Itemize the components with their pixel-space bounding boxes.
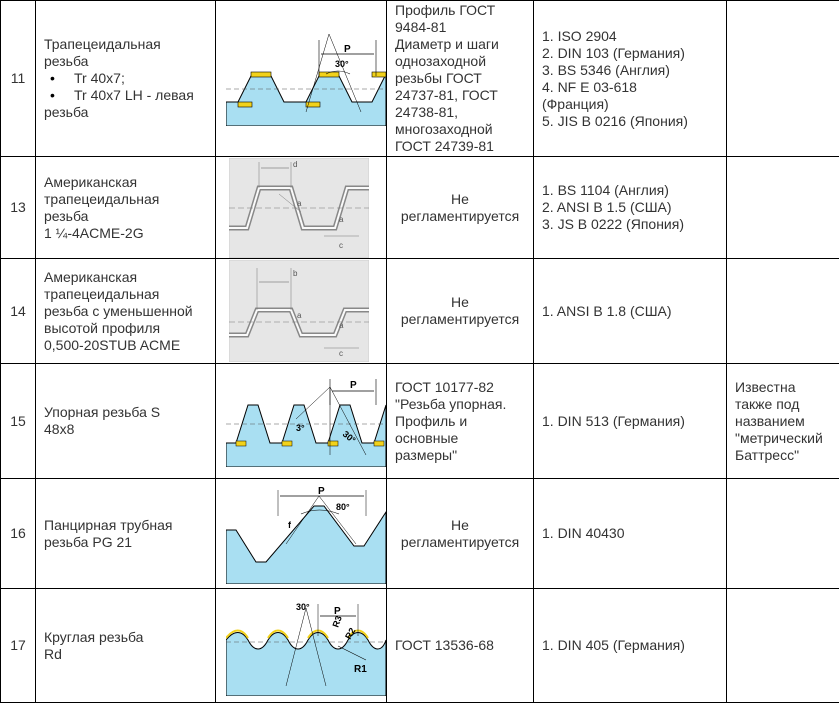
note-cell bbox=[727, 479, 839, 589]
analogs-cell bbox=[534, 364, 727, 479]
diagram-label: P bbox=[334, 605, 341, 617]
gost-line: ГОСТ 24739-81 bbox=[395, 138, 494, 154]
thread-name-line: 48x8 bbox=[44, 421, 75, 437]
analog-line: 3. JS B 0222 (Япония) bbox=[542, 216, 684, 232]
thread-name-line: трапецеидальная bbox=[44, 285, 160, 302]
acme-profile-photo bbox=[229, 158, 369, 258]
gost-line: однозаходной bbox=[395, 53, 487, 69]
diagram-label: c bbox=[339, 349, 343, 358]
row-number: 17 bbox=[1, 589, 36, 703]
gost-cell bbox=[387, 589, 534, 703]
thread-name-line: Круглая резьба bbox=[44, 628, 144, 645]
diagram-label: R2 bbox=[343, 625, 358, 641]
buttress-profile-diagram bbox=[226, 375, 386, 467]
variant-list bbox=[44, 70, 211, 104]
note-line: "метрический bbox=[735, 429, 823, 446]
diagram-label: P bbox=[318, 485, 325, 497]
note-cell bbox=[727, 364, 839, 479]
note-line: названием bbox=[735, 412, 805, 429]
diagram-label: R1 bbox=[354, 663, 367, 675]
analog-line: 1. DIN 405 (Германия) bbox=[542, 637, 685, 653]
note-line: также под bbox=[735, 395, 800, 412]
thread-profile-cell bbox=[216, 479, 387, 589]
variant-item: • Tr 40x7 LH - левая bbox=[44, 87, 211, 104]
gost-line: ГОСТ 10177-82 bbox=[395, 378, 494, 395]
thread-name-line: Rd bbox=[44, 645, 62, 662]
diagram-label: 3° bbox=[296, 423, 305, 433]
row-number: 14 bbox=[1, 259, 36, 364]
gost-line: Диаметр и шаги bbox=[395, 36, 499, 52]
thread-name-cell bbox=[36, 259, 216, 364]
diagram-label: 30° bbox=[296, 601, 310, 612]
analog-line: 1. DIN 40430 bbox=[542, 525, 625, 541]
thread-name-line: Американская bbox=[44, 173, 138, 190]
table-row bbox=[1, 157, 839, 259]
gost-line: ГОСТ 13536-68 bbox=[395, 637, 494, 653]
analog-line: 4. NF E 03-618 bbox=[542, 78, 637, 95]
analog-line: 2. DIN 103 (Германия) bbox=[542, 44, 685, 61]
pg-conduit-profile-diagram bbox=[226, 484, 386, 584]
note-line: Баттресс" bbox=[735, 446, 800, 463]
gost-cell bbox=[387, 1, 534, 157]
gost-line: регламентируется bbox=[400, 533, 520, 550]
stub-acme-profile-photo bbox=[229, 260, 369, 362]
diagram-label: 30° bbox=[335, 58, 349, 69]
gost-cell bbox=[387, 364, 534, 479]
gost-line: многозаходной bbox=[395, 121, 493, 137]
analog-line: 5. JIS B 0216 (Япония) bbox=[542, 112, 688, 129]
gost-cell bbox=[387, 157, 534, 259]
table-row bbox=[1, 479, 839, 589]
row-number: 11 bbox=[1, 1, 36, 157]
diagram-label: a bbox=[339, 321, 344, 330]
thread-name-line: Трапецеидальная bbox=[44, 36, 161, 52]
gost-line: Не bbox=[451, 294, 469, 310]
thread-profile-cell bbox=[216, 259, 387, 364]
thread-profile-cell bbox=[216, 157, 387, 259]
thread-profile-cell bbox=[216, 364, 387, 479]
diagram-label: c bbox=[339, 240, 343, 250]
gost-line: регламентируется bbox=[400, 207, 520, 224]
analogs-cell bbox=[534, 157, 727, 259]
note-cell bbox=[727, 589, 839, 703]
thread-name-line: резьба PG 21 bbox=[44, 533, 133, 550]
thread-name-cell bbox=[36, 589, 216, 703]
thread-name-line: Американская bbox=[44, 268, 138, 285]
diagram-label: P bbox=[344, 43, 351, 55]
diagram-label: R3 bbox=[330, 613, 344, 629]
thread-name-line: Панцирная трубная bbox=[44, 516, 173, 533]
thread-name-cell bbox=[36, 364, 216, 479]
gost-line: Не bbox=[451, 190, 469, 207]
gost-line: Профиль ГОСТ bbox=[395, 2, 496, 18]
gost-line: "Резьба упорная. bbox=[395, 395, 507, 412]
thread-name-line: резьба bbox=[44, 53, 89, 69]
thread-name-cell bbox=[36, 1, 216, 157]
analog-line: 1. ANSI B 1.8 (США) bbox=[542, 302, 672, 319]
analogs-cell bbox=[534, 1, 727, 157]
row-number: 15 bbox=[1, 364, 36, 479]
analog-line: 1. DIN 513 (Германия) bbox=[542, 412, 685, 429]
thread-name-cell bbox=[36, 479, 216, 589]
thread-name-line: Упорная резьба S bbox=[44, 404, 161, 420]
gost-cell bbox=[387, 259, 534, 364]
gost-line: Не bbox=[451, 516, 469, 533]
gost-line: размеры" bbox=[395, 446, 458, 463]
diagram-label: 30° bbox=[340, 428, 358, 446]
table-row bbox=[1, 364, 839, 479]
analogs-cell bbox=[534, 259, 727, 364]
thread-name-line: трапецеидальная bbox=[44, 190, 160, 207]
diagram-label: a bbox=[339, 214, 344, 224]
analog-line: 1. BS 1104 (Англия) bbox=[542, 182, 669, 198]
table-row bbox=[1, 589, 839, 703]
thread-name-line: 0,500-20STUB ACME bbox=[44, 336, 181, 353]
row-number: 16 bbox=[1, 479, 36, 589]
thread-name-line: резьба с уменьшенной bbox=[44, 302, 193, 319]
diagram-label: a bbox=[297, 198, 302, 208]
analog-line: 1. ISO 2904 bbox=[542, 27, 617, 44]
analog-line: (Франция) bbox=[542, 95, 609, 112]
gost-line: 9484-81 bbox=[395, 19, 447, 35]
gost-line: регламентируется bbox=[400, 311, 520, 327]
note-cell bbox=[727, 1, 839, 157]
diagram-label: a bbox=[297, 311, 302, 320]
analog-line: 2. ANSI B 1.5 (США) bbox=[542, 199, 672, 215]
round-thread-profile-diagram bbox=[226, 596, 386, 696]
table-row bbox=[1, 259, 839, 364]
thread-profile-cell bbox=[216, 589, 387, 703]
gost-line: резьбы ГОСТ bbox=[395, 70, 482, 86]
thread-profile-cell bbox=[216, 1, 387, 157]
gost-line: Профиль и bbox=[395, 412, 468, 429]
diagram-label: d bbox=[293, 159, 298, 169]
analogs-cell bbox=[534, 589, 727, 703]
diagram-label: f bbox=[288, 519, 291, 530]
gost-line: основные bbox=[395, 429, 459, 446]
note-cell bbox=[727, 157, 839, 259]
thread-name-line: 1 ¼-4ACME-2G bbox=[44, 224, 144, 241]
gost-cell bbox=[387, 479, 534, 589]
diagram-label: P bbox=[350, 380, 357, 391]
analog-line: 3. BS 5346 (Англия) bbox=[542, 61, 670, 78]
table-row bbox=[1, 1, 839, 157]
note-line: Известна bbox=[735, 378, 796, 395]
thread-name-cell bbox=[36, 157, 216, 259]
diagram-label: b bbox=[293, 269, 298, 278]
thread-name-line: высотой профиля bbox=[44, 319, 161, 336]
gost-line: 24738-81, bbox=[395, 104, 459, 120]
diagram-label: 80° bbox=[336, 501, 350, 512]
gost-line: 24737-81, ГОСТ bbox=[395, 87, 498, 103]
thread-name-line: резьба bbox=[44, 207, 89, 224]
row-number: 13 bbox=[1, 157, 36, 259]
variant-item: • Tr 40x7; bbox=[44, 70, 211, 87]
note-cell bbox=[727, 259, 839, 364]
thread-name-line: резьба bbox=[44, 104, 89, 120]
trapezoidal-profile-diagram bbox=[226, 32, 386, 126]
analogs-cell bbox=[534, 479, 727, 589]
